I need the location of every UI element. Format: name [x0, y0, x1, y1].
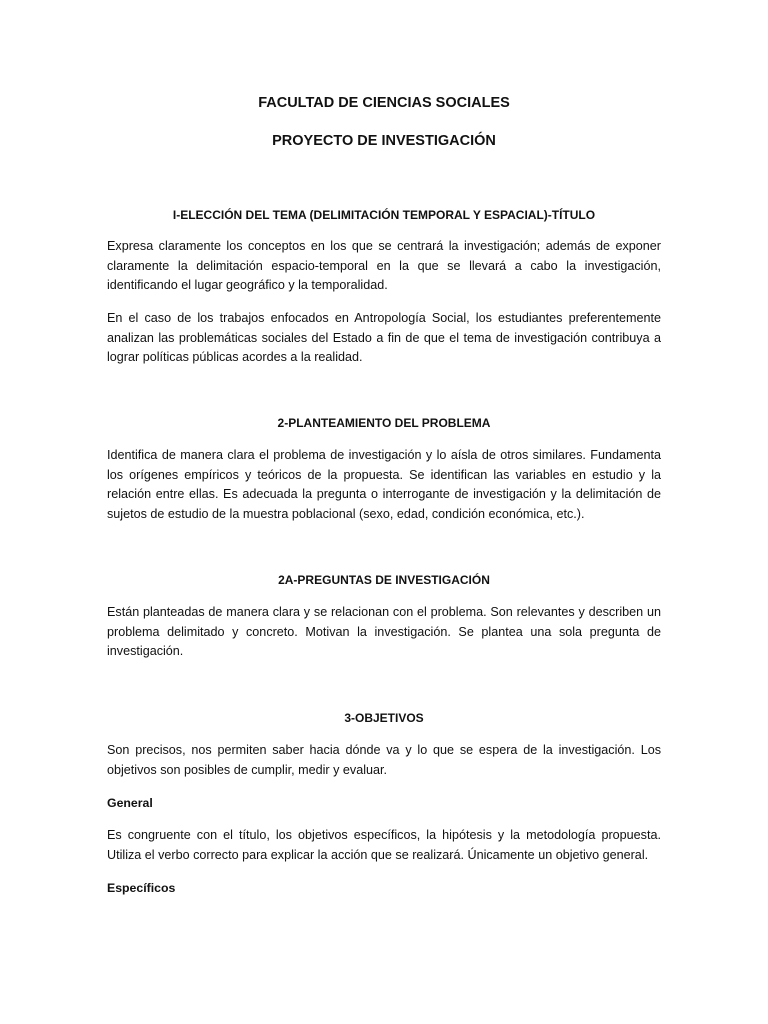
- section-1-paragraph-2: En el caso de los trabajos enfocados en Antropología Social, los estudiantes preferentemente analizan las problemáticas sociales del Estado a fin de que el tema de investigación contribuya a lograr políticas públicas acordes a la realidad.: [107, 311, 661, 364]
- section-3-paragraph-1: Son precisos, nos permiten saber hacia dónde va y lo que se espera de la investigación. Los objetivos son posibles de cumplir, medir y evaluar.: [107, 743, 661, 777]
- faculty-title: FACULTAD DE CIENCIAS SOCIALES: [258, 95, 510, 111]
- section-heading-eleccion-tema: I-ELECCIÓN DEL TEMA (DELIMITACIÓN TEMPORAL Y ESPACIAL)-TÍTULO: [172, 208, 596, 222]
- general-objective-paragraph: Es congruente con el título, los objetivos específicos, la hipótesis y la metodología propuesta. Utiliza el verbo correcto para explicar la acción que se realizará. Únicamente un objetivo general.: [107, 828, 661, 862]
- section-2-paragraph-1: Identifica de manera clara el problema de investigación y lo aísla de otros similares. Fundamenta los orígenes empíricos y teóricos de la propuesta. Se identifican las variables en estudio y la relación entre ellas. Es adecuada la pregunta o interrogante de investigación y la delimitación de sujetos de estudio de la muestra poblacional (sexo, edad, condición económica, etc.).: [107, 448, 661, 521]
- section-1-paragraph-1: Expresa claramente los conceptos en los que se centrará la investigación; además de exponer claramente la delimitación espacio-temporal en la que se llevará a cabo la investigación, identificando el lugar geográfico y la temporalidad.: [107, 239, 661, 292]
- section-2a-paragraph-1: Están planteadas de manera clara y se relacionan con el problema. Son relevantes y describen un problema delimitado y concreto. Motivan la investigación. Se plantea una sola pregunta de investigación.: [107, 605, 661, 658]
- section-heading-objetivos: 3-OBJETIVOS: [344, 711, 424, 725]
- subheading-especificos: Específicos: [107, 881, 176, 895]
- section-heading-preguntas: 2A-PREGUNTAS DE INVESTIGACIÓN: [278, 573, 490, 587]
- project-title: PROYECTO DE INVESTIGACIÓN: [272, 133, 496, 149]
- section-heading-planteamiento: 2-PLANTEAMIENTO DEL PROBLEMA: [277, 416, 491, 430]
- subheading-general: General: [107, 796, 153, 810]
